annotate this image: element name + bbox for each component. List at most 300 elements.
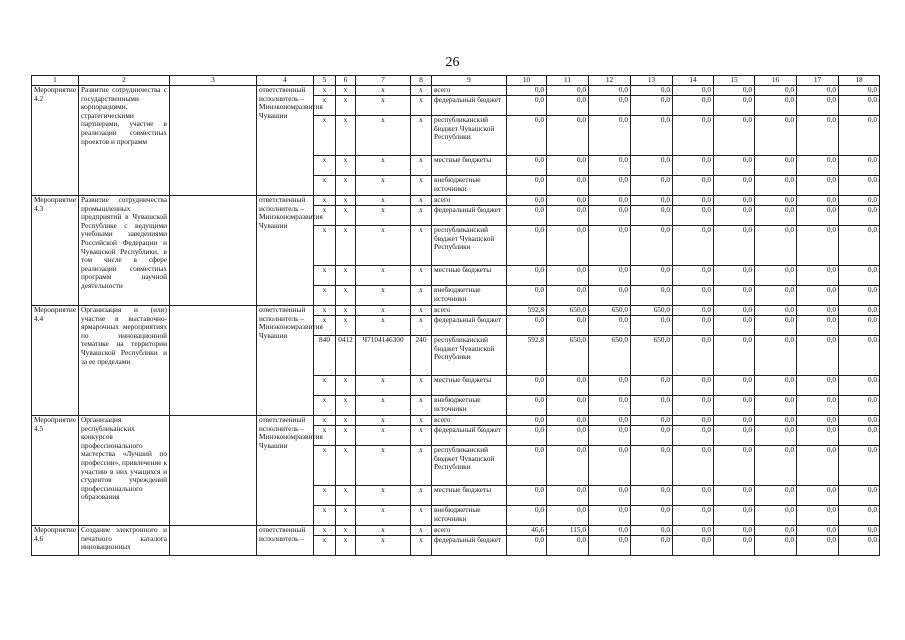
budget-code: x <box>411 416 432 426</box>
budget-code: x <box>314 396 336 416</box>
empty-cell <box>170 306 257 416</box>
amount-cell: 650,0 <box>589 336 631 376</box>
amount-cell: 0,0 <box>589 426 631 446</box>
funding-source: внебюджетные источники <box>432 506 507 526</box>
amount-cell: 0,0 <box>507 266 547 286</box>
budget-code: x <box>411 156 432 176</box>
amount-cell: 0,0 <box>507 316 547 336</box>
budget-code: x <box>356 316 411 336</box>
amount-cell: 0,0 <box>755 266 797 286</box>
budget-code: x <box>336 316 356 336</box>
amount-cell: 0,0 <box>755 206 797 226</box>
amount-cell: 0,0 <box>589 396 631 416</box>
amount-cell: 0,0 <box>547 426 589 446</box>
amount-cell: 0,0 <box>507 396 547 416</box>
amount-cell: 0,0 <box>547 506 589 526</box>
amount-cell: 0,0 <box>839 116 880 156</box>
funding-source: всего <box>432 196 507 206</box>
budget-code: x <box>411 486 432 506</box>
amount-cell: 0,0 <box>755 316 797 336</box>
event-id: Мероприятие 4.6 <box>32 526 79 556</box>
funding-source: федеральный бюджет <box>432 206 507 226</box>
budget-code: x <box>411 306 432 316</box>
amount-cell: 0,0 <box>797 486 839 506</box>
budget-code: x <box>336 536 356 556</box>
amount-cell: 0,0 <box>673 96 714 116</box>
header-cell: 8 <box>411 76 432 86</box>
amount-cell: 0,0 <box>631 286 673 306</box>
budget-code: x <box>314 416 336 426</box>
amount-cell: 0,0 <box>673 286 714 306</box>
amount-cell: 0,0 <box>755 96 797 116</box>
funding-source: внебюджетные источники <box>432 286 507 306</box>
budget-code: x <box>411 526 432 536</box>
budget-code: x <box>314 266 336 286</box>
amount-cell: 0,0 <box>547 226 589 266</box>
budget-code: x <box>356 266 411 286</box>
amount-cell: 0,0 <box>631 116 673 156</box>
amount-cell: 0,0 <box>547 446 589 486</box>
amount-cell: 0,0 <box>797 446 839 486</box>
header-cell: 9 <box>432 76 507 86</box>
amount-cell: 0,0 <box>631 226 673 266</box>
amount-cell: 0,0 <box>589 176 631 196</box>
amount-cell: 0,0 <box>589 266 631 286</box>
amount-cell: 0,0 <box>589 486 631 506</box>
amount-cell: 0,0 <box>507 446 547 486</box>
amount-cell: 0,0 <box>507 286 547 306</box>
amount-cell: 0,0 <box>755 306 797 316</box>
amount-cell: 0,0 <box>631 426 673 446</box>
budget-code: x <box>314 226 336 266</box>
budget-code: x <box>356 486 411 506</box>
table-row <box>32 416 880 426</box>
amount-cell: 0,0 <box>631 266 673 286</box>
budget-code: x <box>314 486 336 506</box>
amount-cell: 0,0 <box>547 86 589 96</box>
budget-code: x <box>336 376 356 396</box>
table-row <box>32 86 880 96</box>
header-cell: 10 <box>507 76 547 86</box>
header-cell: 5 <box>314 76 336 86</box>
amount-cell: 0,0 <box>797 286 839 306</box>
amount-cell: 0,0 <box>797 336 839 376</box>
budget-code: x <box>356 446 411 486</box>
budget-code: x <box>411 286 432 306</box>
amount-cell: 0,0 <box>797 116 839 156</box>
budget-code: x <box>356 196 411 206</box>
page-number: 26 <box>445 55 460 70</box>
responsible-executor: ответственный исполнитель – Минэкономразвития Чувашии <box>257 196 314 306</box>
amount-cell: 0,0 <box>839 506 880 526</box>
header-cell: 2 <box>79 76 170 86</box>
amount-cell: 0,0 <box>673 156 714 176</box>
amount-cell: 0,0 <box>797 306 839 316</box>
budget-code: Ч7104146300 <box>356 336 411 376</box>
amount-cell: 46,6 <box>507 526 547 536</box>
amount-cell: 0,0 <box>631 446 673 486</box>
amount-cell: 0,0 <box>673 526 714 536</box>
budget-code: x <box>411 266 432 286</box>
funding-source: всего <box>432 526 507 536</box>
amount-cell: 0,0 <box>547 156 589 176</box>
amount-cell: 0,0 <box>547 286 589 306</box>
amount-cell: 0,0 <box>714 96 755 116</box>
funding-source: местные бюджеты <box>432 156 507 176</box>
amount-cell: 0,0 <box>589 316 631 336</box>
budget-code: x <box>336 416 356 426</box>
amount-cell: 0,0 <box>631 176 673 196</box>
funding-source: федеральный бюджет <box>432 96 507 116</box>
amount-cell: 0,0 <box>839 306 880 316</box>
amount-cell: 0,0 <box>589 526 631 536</box>
amount-cell: 0,0 <box>714 376 755 396</box>
amount-cell: 0,0 <box>755 506 797 526</box>
amount-cell: 0,0 <box>547 376 589 396</box>
event-description: Организация республиканских конкурсов профессионального мастерства «Лучший по профессии», привлечение к участию в них учащихся и студентов учреждений профессионального образования <box>79 416 170 526</box>
amount-cell: 0,0 <box>797 226 839 266</box>
amount-cell: 650,0 <box>547 306 589 316</box>
amount-cell: 0,0 <box>755 196 797 206</box>
budget-code: x <box>411 96 432 116</box>
budget-code: x <box>411 446 432 486</box>
budget-code: x <box>314 446 336 486</box>
header-row <box>32 76 880 86</box>
amount-cell: 0,0 <box>507 156 547 176</box>
amount-cell: 0,0 <box>673 426 714 446</box>
amount-cell: 0,0 <box>631 316 673 336</box>
budget-code: x <box>314 176 336 196</box>
amount-cell: 0,0 <box>547 396 589 416</box>
budget-code: x <box>314 206 336 226</box>
amount-cell: 0,0 <box>673 486 714 506</box>
amount-cell: 650,0 <box>631 336 673 376</box>
header-cell: 12 <box>589 76 631 86</box>
header-cell: 3 <box>170 76 257 86</box>
event-description: Развитие сотрудничества промышленных предприятий в Чувашской Республике с ведущими учебными заведениями Российской Федерации и Чувашской Республики, в том числе в сфере реализации совместных программ научной деятельности <box>79 196 170 306</box>
budget-code: x <box>356 396 411 416</box>
empty-cell <box>170 196 257 306</box>
amount-cell: 0,0 <box>839 526 880 536</box>
amount-cell: 0,0 <box>714 306 755 316</box>
funding-source: федеральный бюджет <box>432 426 507 446</box>
funding-source: местные бюджеты <box>432 486 507 506</box>
budget-code: x <box>336 156 356 176</box>
amount-cell: 0,0 <box>673 226 714 266</box>
amount-cell: 0,0 <box>631 156 673 176</box>
amount-cell: 0,0 <box>797 176 839 196</box>
funding-source: республиканский бюджет Чувашской Республики <box>432 226 507 266</box>
amount-cell: 0,0 <box>507 226 547 266</box>
amount-cell: 0,0 <box>547 96 589 116</box>
amount-cell: 0,0 <box>507 426 547 446</box>
amount-cell: 0,0 <box>589 206 631 226</box>
amount-cell: 0,0 <box>673 196 714 206</box>
budget-code: x <box>314 526 336 536</box>
amount-cell: 0,0 <box>507 86 547 96</box>
amount-cell: 0,0 <box>673 336 714 376</box>
amount-cell: 0,0 <box>839 96 880 116</box>
amount-cell: 0,0 <box>714 336 755 376</box>
amount-cell: 0,0 <box>673 536 714 556</box>
amount-cell: 0,0 <box>797 526 839 536</box>
budget-code: x <box>336 116 356 156</box>
header-cell: 6 <box>336 76 356 86</box>
amount-cell: 0,0 <box>547 316 589 336</box>
amount-cell: 0,0 <box>797 396 839 416</box>
amount-cell: 0,0 <box>839 316 880 336</box>
amount-cell: 0,0 <box>507 176 547 196</box>
header-cell: 17 <box>797 76 839 86</box>
empty-cell <box>170 526 257 556</box>
amount-cell: 0,0 <box>797 96 839 116</box>
event-id: Мероприятие 4.4 <box>32 306 79 416</box>
amount-cell: 0,0 <box>839 226 880 266</box>
amount-cell: 0,0 <box>547 206 589 226</box>
amount-cell: 0,0 <box>507 96 547 116</box>
budget-code: 0412 <box>336 336 356 376</box>
amount-cell: 0,0 <box>547 536 589 556</box>
amount-cell: 0,0 <box>714 176 755 196</box>
event-description: Развитие сотрудничества с государственными корпорациями, стратегическими партнерами, участие в реализации совместных проектов и программ <box>79 86 170 196</box>
amount-cell: 0,0 <box>755 486 797 506</box>
responsible-executor: ответственный исполнитель – Минэкономразвития Чувашии <box>257 86 314 196</box>
budget-code: x <box>411 316 432 336</box>
funding-source: местные бюджеты <box>432 376 507 396</box>
budget-code: x <box>411 426 432 446</box>
amount-cell: 0,0 <box>547 486 589 506</box>
amount-cell: 0,0 <box>755 416 797 426</box>
amount-cell: 0,0 <box>755 536 797 556</box>
amount-cell: 0,0 <box>755 286 797 306</box>
amount-cell: 0,0 <box>673 416 714 426</box>
amount-cell: 0,0 <box>839 536 880 556</box>
amount-cell: 0,0 <box>755 226 797 266</box>
amount-cell: 0,0 <box>507 376 547 396</box>
budget-code: x <box>411 376 432 396</box>
amount-cell: 0,0 <box>797 316 839 336</box>
amount-cell: 0,0 <box>839 486 880 506</box>
budget-code: x <box>336 266 356 286</box>
amount-cell: 0,0 <box>797 376 839 396</box>
amount-cell: 0,0 <box>714 316 755 336</box>
budget-code: x <box>411 196 432 206</box>
budget-code: x <box>411 206 432 226</box>
amount-cell: 0,0 <box>673 86 714 96</box>
budget-code: x <box>356 426 411 446</box>
amount-cell: 0,0 <box>673 396 714 416</box>
amount-cell: 0,0 <box>755 446 797 486</box>
budget-code: x <box>336 306 356 316</box>
amount-cell: 0,0 <box>755 396 797 416</box>
budget-code: x <box>336 176 356 196</box>
budget-code: x <box>356 376 411 396</box>
table-row <box>32 306 880 316</box>
amount-cell: 115,0 <box>547 526 589 536</box>
amount-cell: 0,0 <box>714 416 755 426</box>
amount-cell: 0,0 <box>839 206 880 226</box>
amount-cell: 0,0 <box>755 156 797 176</box>
amount-cell: 0,0 <box>547 416 589 426</box>
budget-code: x <box>356 86 411 96</box>
amount-cell: 0,0 <box>589 116 631 156</box>
amount-cell: 650,0 <box>547 336 589 376</box>
budget-code: x <box>314 286 336 306</box>
amount-cell: 0,0 <box>797 206 839 226</box>
amount-cell: 0,0 <box>631 86 673 96</box>
header-cell: 14 <box>673 76 714 86</box>
budget-code: 240 <box>411 336 432 376</box>
amount-cell: 0,0 <box>589 446 631 486</box>
budget-code: x <box>356 306 411 316</box>
amount-cell: 0,0 <box>673 206 714 226</box>
amount-cell: 0,0 <box>714 426 755 446</box>
amount-cell: 0,0 <box>507 506 547 526</box>
budget-code: x <box>356 506 411 526</box>
amount-cell: 0,0 <box>589 536 631 556</box>
amount-cell: 0,0 <box>839 376 880 396</box>
amount-cell: 0,0 <box>631 196 673 206</box>
budget-code: x <box>356 226 411 266</box>
amount-cell: 0,0 <box>589 286 631 306</box>
amount-cell: 0,0 <box>714 116 755 156</box>
event-description: Организация и (или) участие в выставочно-ярмарочных мероприятиях по инновационной тематике на территории Чувашской Республики и за ее пределами <box>79 306 170 416</box>
budget-code: x <box>314 506 336 526</box>
amount-cell: 0,0 <box>714 526 755 536</box>
budget-code: x <box>356 176 411 196</box>
amount-cell: 0,0 <box>755 376 797 396</box>
amount-cell: 650,0 <box>589 306 631 316</box>
budget-code: x <box>411 396 432 416</box>
budget-code: x <box>411 86 432 96</box>
amount-cell: 0,0 <box>797 416 839 426</box>
amount-cell: 0,0 <box>673 116 714 156</box>
amount-cell: 0,0 <box>797 86 839 96</box>
budget-code: x <box>314 96 336 116</box>
amount-cell: 0,0 <box>797 506 839 526</box>
amount-cell: 0,0 <box>714 266 755 286</box>
event-id: Мероприятие 4.2 <box>32 86 79 196</box>
amount-cell: 0,0 <box>631 206 673 226</box>
amount-cell: 0,0 <box>631 486 673 506</box>
funding-source: республиканский бюджет Чувашской Республики <box>432 336 507 376</box>
amount-cell: 0,0 <box>714 536 755 556</box>
amount-cell: 0,0 <box>631 416 673 426</box>
budget-code: x <box>314 426 336 446</box>
funding-source: республиканский бюджет Чувашской Республики <box>432 116 507 156</box>
funding-source: всего <box>432 416 507 426</box>
amount-cell: 0,0 <box>839 86 880 96</box>
budget-code: x <box>314 536 336 556</box>
funding-source: всего <box>432 306 507 316</box>
funding-source: республиканский бюджет Чувашской Республики <box>432 446 507 486</box>
amount-cell: 0,0 <box>589 196 631 206</box>
budget-code: x <box>336 486 356 506</box>
amount-cell: 0,0 <box>673 376 714 396</box>
budget-code: x <box>356 116 411 156</box>
amount-cell: 0,0 <box>714 206 755 226</box>
budget-code: x <box>336 506 356 526</box>
amount-cell: 0,0 <box>631 96 673 116</box>
header-cell: 16 <box>755 76 797 86</box>
budget-code: x <box>356 156 411 176</box>
amount-cell: 0,0 <box>673 506 714 526</box>
amount-cell: 0,0 <box>714 226 755 266</box>
budget-code: x <box>336 96 356 116</box>
amount-cell: 0,0 <box>547 176 589 196</box>
header-cell: 1 <box>32 76 79 86</box>
event-id: Мероприятие 4.5 <box>32 416 79 526</box>
budget-code: x <box>356 536 411 556</box>
amount-cell: 0,0 <box>589 506 631 526</box>
amount-cell: 0,0 <box>839 266 880 286</box>
budget-code: x <box>314 376 336 396</box>
amount-cell: 0,0 <box>797 156 839 176</box>
funding-source: внебюджетные источники <box>432 396 507 416</box>
empty-cell <box>170 416 257 526</box>
table-row <box>32 526 880 536</box>
amount-cell: 0,0 <box>507 196 547 206</box>
amount-cell: 0,0 <box>589 96 631 116</box>
budget-code: x <box>314 116 336 156</box>
budget-code: x <box>356 206 411 226</box>
amount-cell: 0,0 <box>755 336 797 376</box>
amount-cell: 0,0 <box>714 156 755 176</box>
funding-source: федеральный бюджет <box>432 536 507 556</box>
amount-cell: 0,0 <box>755 176 797 196</box>
amount-cell: 0,0 <box>755 116 797 156</box>
amount-cell: 0,0 <box>673 176 714 196</box>
amount-cell: 0,0 <box>631 526 673 536</box>
budget-code: x <box>314 156 336 176</box>
event-description: Создание электронного и печатного каталога инновационных <box>79 526 170 556</box>
budget-code: x <box>411 176 432 196</box>
header-cell: 15 <box>714 76 755 86</box>
budget-code: x <box>411 536 432 556</box>
header-cell: 13 <box>631 76 673 86</box>
empty-cell <box>170 86 257 196</box>
amount-cell: 0,0 <box>839 396 880 416</box>
header-cell: 18 <box>839 76 880 86</box>
amount-cell: 0,0 <box>839 416 880 426</box>
budget-code: x <box>314 306 336 316</box>
table-row <box>32 196 880 206</box>
budget-code: x <box>336 86 356 96</box>
amount-cell: 0,0 <box>507 536 547 556</box>
funding-source: всего <box>432 86 507 96</box>
amount-cell: 0,0 <box>839 176 880 196</box>
amount-cell: 0,0 <box>589 226 631 266</box>
amount-cell: 0,0 <box>673 446 714 486</box>
amount-cell: 0,0 <box>797 266 839 286</box>
amount-cell: 0,0 <box>714 286 755 306</box>
budget-code: x <box>336 396 356 416</box>
budget-code: x <box>314 86 336 96</box>
amount-cell: 0,0 <box>507 416 547 426</box>
amount-cell: 0,0 <box>755 426 797 446</box>
funding-source: федеральный бюджет <box>432 316 507 336</box>
amount-cell: 650,0 <box>631 306 673 316</box>
amount-cell: 0,0 <box>755 86 797 96</box>
budget-code: x <box>356 286 411 306</box>
amount-cell: 0,0 <box>755 526 797 536</box>
budget-code: x <box>336 286 356 306</box>
budget-code: x <box>356 96 411 116</box>
amount-cell: 0,0 <box>714 196 755 206</box>
amount-cell: 0,0 <box>631 506 673 526</box>
header-cell: 4 <box>257 76 314 86</box>
budget-code: x <box>314 196 336 206</box>
